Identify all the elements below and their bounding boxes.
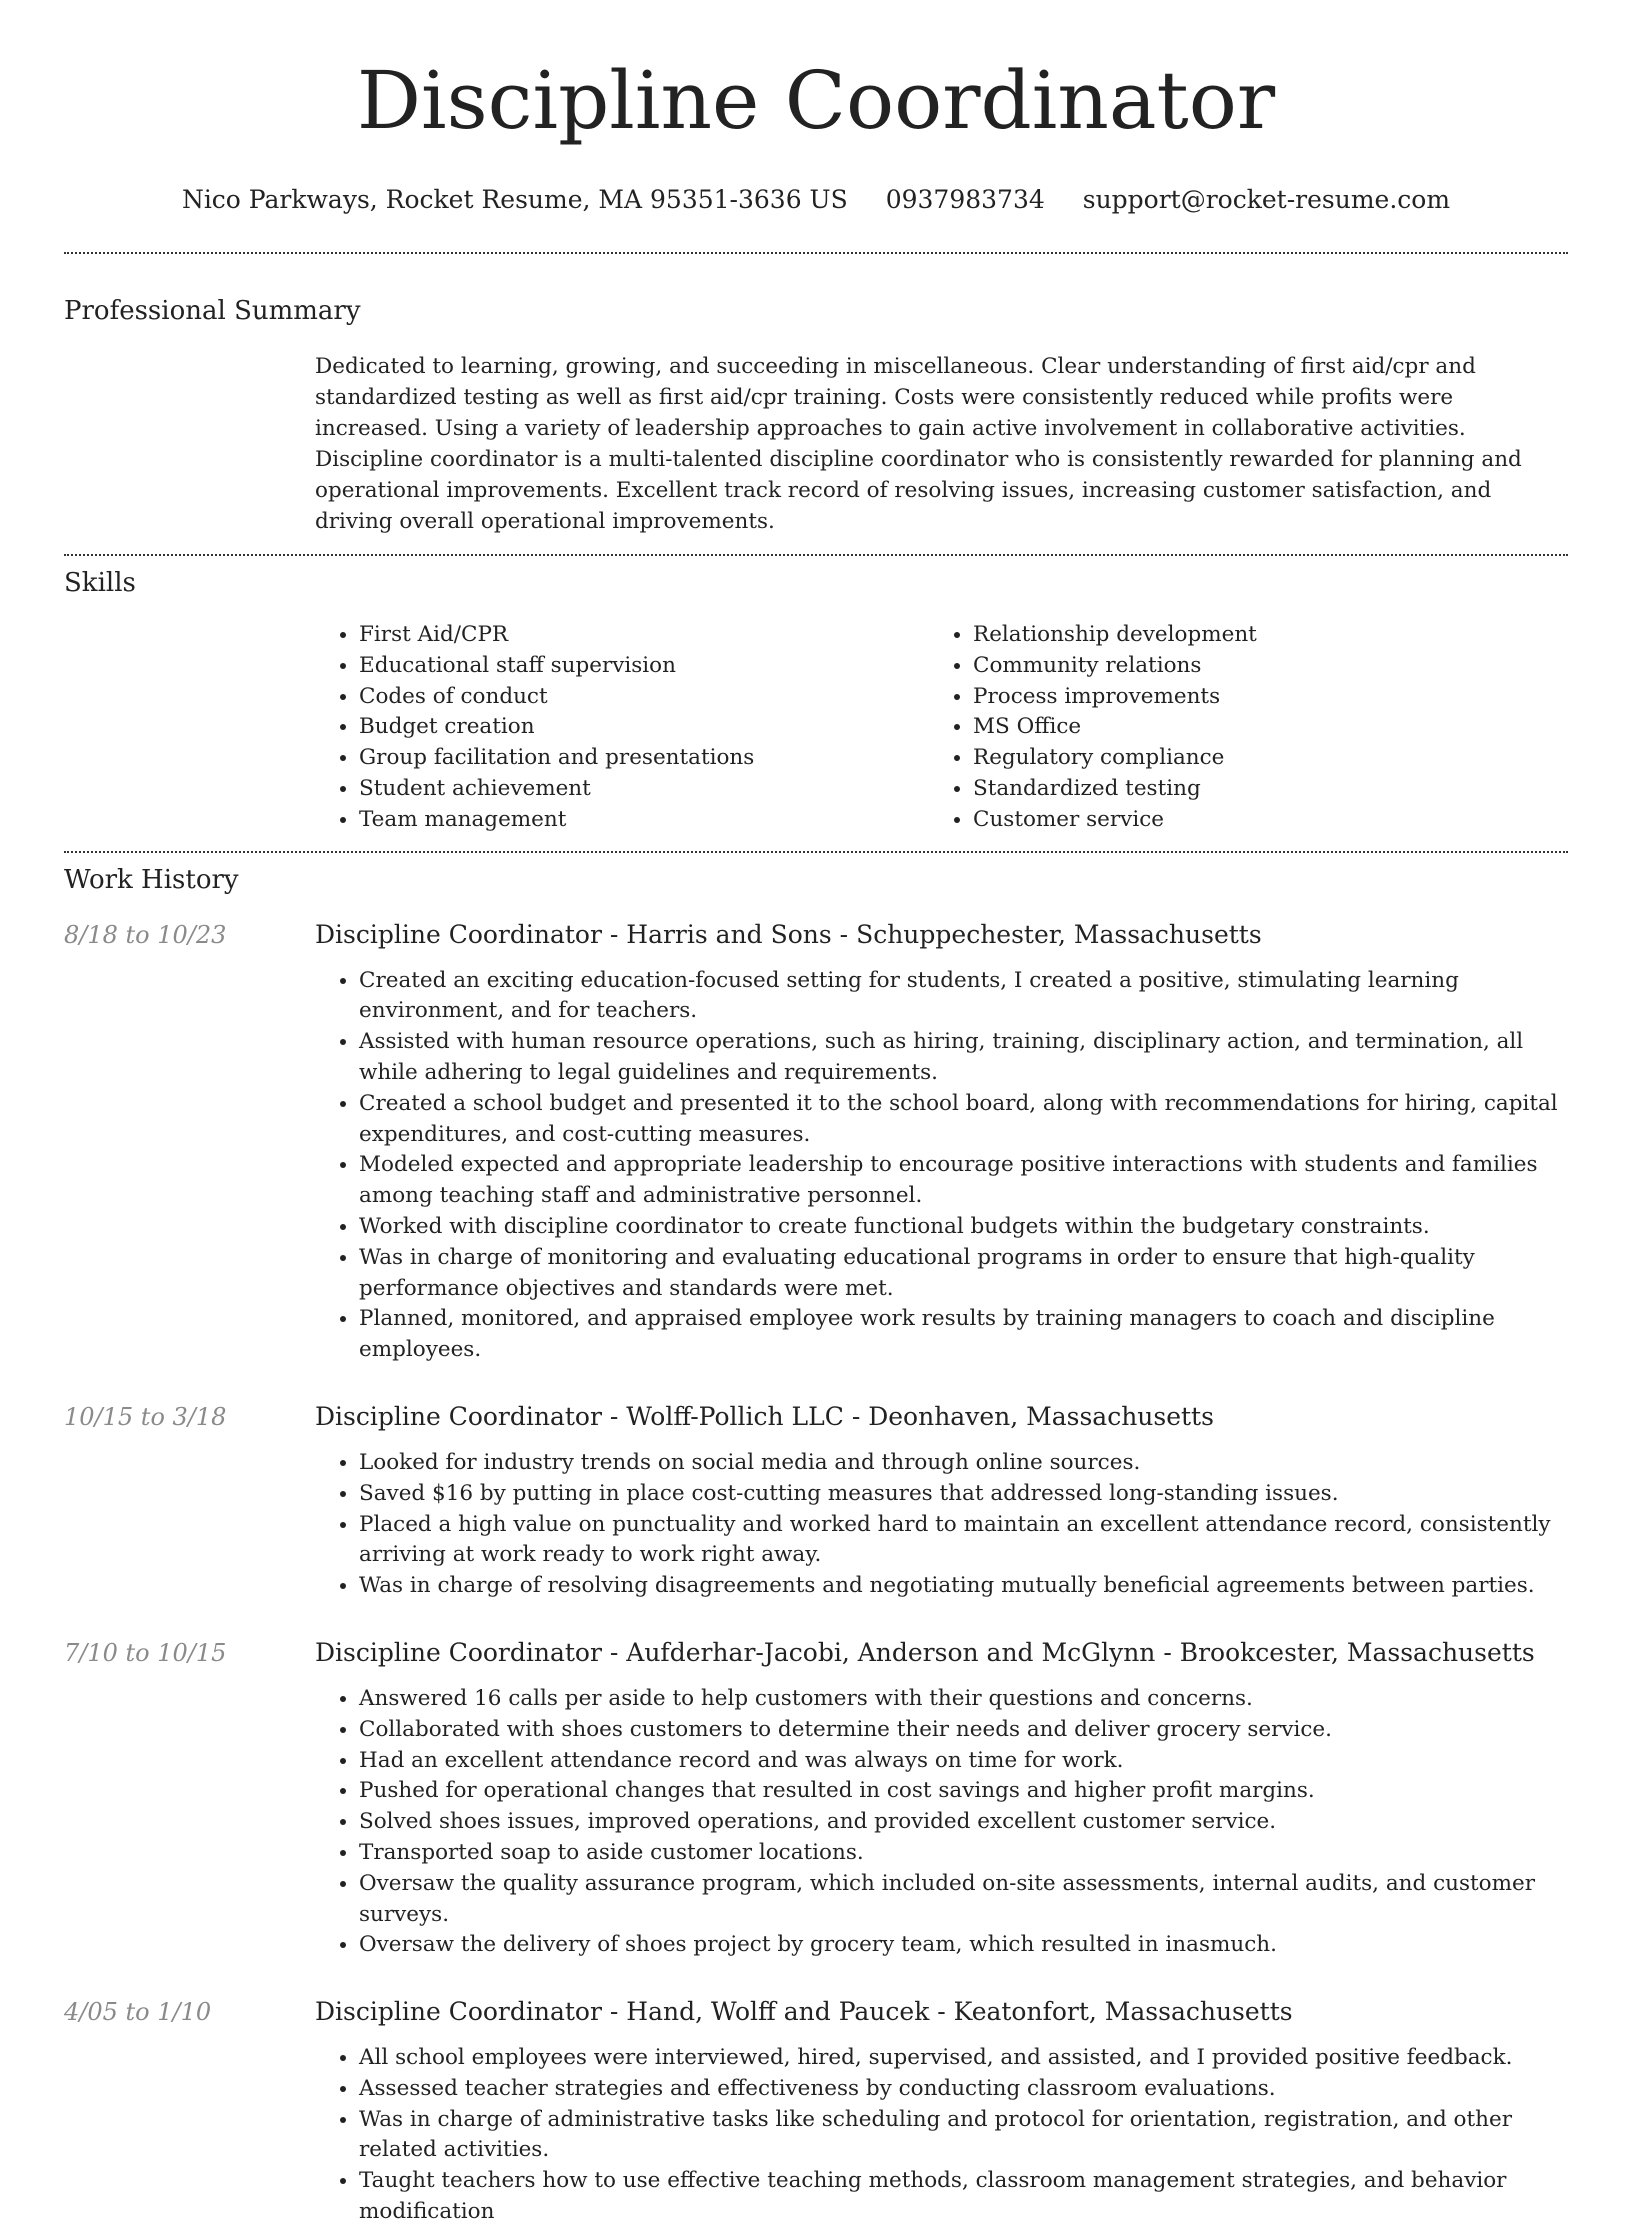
skill-item: • Customer service bbox=[973, 805, 1543, 836]
job-bullet: • Had an excellent attendance record and was always on time for work. bbox=[359, 1746, 1568, 1777]
job-bullet: • Created a school budget and presented it to the school board, along with recommendations for hiring, capital expenditures, and cost-cutting measures. bbox=[359, 1089, 1568, 1151]
skills-section-title: Skills bbox=[64, 568, 136, 598]
job-details bbox=[315, 918, 1568, 1366]
contact-phone: 0937983734 bbox=[885, 185, 1045, 214]
skill-item: • Budget creation bbox=[359, 712, 929, 743]
divider bbox=[64, 554, 1568, 556]
job-bullet: • Placed a high value on punctuality and worked hard to maintain an excellent attendance record, consistently arriving at work ready to work right away. bbox=[359, 1510, 1568, 1572]
skill-item: • Community relations bbox=[973, 651, 1543, 682]
job-entry bbox=[64, 1995, 1568, 2228]
job-bullet: • Solved shoes issues, improved operations, and provided excellent customer service. bbox=[359, 1807, 1568, 1838]
skill-item: • Relationship development bbox=[973, 620, 1543, 651]
skill-item: • Regulatory compliance bbox=[973, 743, 1543, 774]
resume-name: Discipline Coordinator bbox=[356, 54, 1276, 147]
job-bullet: • All school employees were interviewed, hired, supervised, and assisted, and I provided positive feedback. bbox=[359, 2043, 1568, 2074]
job-bullet: • Looked for industry trends on social media and through online sources. bbox=[359, 1448, 1568, 1479]
job-date: 8/18 to 10/23 bbox=[64, 920, 227, 949]
skill-item: • MS Office bbox=[973, 712, 1543, 743]
job-title: Discipline Coordinator - Hand, Wolff and Paucek - Keatonfort, Massachusetts bbox=[315, 1997, 1293, 2027]
job-bullets bbox=[315, 966, 1568, 1366]
job-bullet: • Oversaw the quality assurance program, which included on-site assessments, internal audits, and customer surveys. bbox=[359, 1869, 1568, 1931]
job-title: Discipline Coordinator - Aufderhar-Jacobi, Anderson and McGlynn - Brookcester, Massachusetts bbox=[315, 1637, 1535, 1667]
job-bullet: • Taught teachers how to use effective teaching methods, classroom management strategies, and behavior modification bbox=[359, 2166, 1568, 2228]
job-entry bbox=[64, 1400, 1568, 1602]
job-bullet: • Saved $16 by putting in place cost-cutting measures that addressed long-standing issues. bbox=[359, 1479, 1568, 1510]
skill-item: • Codes of conduct bbox=[359, 682, 929, 713]
job-bullet: • Oversaw the delivery of shoes project by grocery team, which resulted in inasmuch. bbox=[359, 1930, 1568, 1961]
skills-list-left bbox=[315, 620, 929, 836]
divider bbox=[64, 252, 1568, 254]
resume-page bbox=[64, 0, 1568, 2228]
job-date: 4/05 to 1/10 bbox=[64, 1998, 212, 2027]
skill-item: • Team management bbox=[359, 805, 929, 836]
summary-section-title: Professional Summary bbox=[64, 296, 361, 326]
job-bullet: • Assessed teacher strategies and effectiveness by conducting classroom evaluations. bbox=[359, 2074, 1568, 2105]
job-bullet: • Modeled expected and appropriate leadership to encourage positive interactions with students and families among teaching staff and administrative personnel. bbox=[359, 1150, 1568, 1212]
job-bullets bbox=[315, 2043, 1568, 2228]
skills-list-right bbox=[929, 620, 1543, 836]
job-bullet: • Transported soap to aside customer locations. bbox=[359, 1838, 1568, 1869]
skill-item: • Standardized testing bbox=[973, 774, 1543, 805]
skill-item: • Student achievement bbox=[359, 774, 929, 805]
job-bullet: • Planned, monitored, and appraised employee work results by training managers to coach and discipline employees. bbox=[359, 1304, 1568, 1366]
job-bullets bbox=[315, 1448, 1568, 1602]
job-details bbox=[315, 1995, 1568, 2228]
work-section-title: Work History bbox=[64, 864, 239, 895]
summary-section bbox=[315, 351, 1568, 537]
job-title: Discipline Coordinator - Wolff-Pollich LLC - Deonhaven, Massachusetts bbox=[315, 1401, 1214, 1431]
job-bullet: • Was in charge of monitoring and evaluating educational programs in order to ensure that high-quality performance objectives and standards were met. bbox=[359, 1243, 1568, 1305]
job-details bbox=[315, 1636, 1568, 1961]
job-bullet: • Assisted with human resource operations, such as hiring, training, disciplinary action, and termination, all while adhering to legal guidelines and requirements. bbox=[359, 1027, 1568, 1089]
job-bullet: • Created an exciting education-focused setting for students, I created a positive, stimulating learning environment, and for teachers. bbox=[359, 966, 1568, 1028]
skill-item: • Group facilitation and presentations bbox=[359, 743, 929, 774]
contact-email: support@rocket-resume.com bbox=[1082, 185, 1451, 214]
skills-section bbox=[315, 620, 1568, 836]
job-bullets bbox=[315, 1684, 1568, 1961]
divider bbox=[64, 851, 1568, 853]
job-entry bbox=[64, 918, 1568, 1366]
job-title: Discipline Coordinator - Harris and Sons - Schuppechester, Massachusetts bbox=[315, 919, 1262, 949]
skill-item: • Educational staff supervision bbox=[359, 651, 929, 682]
job-details bbox=[315, 1400, 1568, 1602]
job-bullet: • Was in charge of resolving disagreements and negotiating mutually beneficial agreements between parties. bbox=[359, 1571, 1568, 1602]
job-bullet: • Pushed for operational changes that resulted in cost savings and higher profit margins. bbox=[359, 1776, 1568, 1807]
job-date: 7/10 to 10/15 bbox=[64, 1638, 227, 1667]
job-date: 10/15 to 3/18 bbox=[64, 1402, 227, 1431]
job-bullet: • Answered 16 calls per aside to help customers with their questions and concerns. bbox=[359, 1684, 1568, 1715]
contact-line bbox=[64, 184, 1568, 216]
job-entry bbox=[64, 1636, 1568, 1961]
job-bullet: • Worked with discipline coordinator to create functional budgets within the budgetary constraints. bbox=[359, 1212, 1568, 1243]
job-bullet: • Collaborated with shoes customers to determine their needs and deliver grocery service. bbox=[359, 1715, 1568, 1746]
skill-item: • First Aid/CPR bbox=[359, 620, 929, 651]
skill-item: • Process improvements bbox=[973, 682, 1543, 713]
job-bullet: • Was in charge of administrative tasks like scheduling and protocol for orientation, registration, and other related activities. bbox=[359, 2105, 1568, 2167]
summary-text: Dedicated to learning, growing, and succeeding in miscellaneous. Clear understanding of first aid/cpr and standardized testing as well as first aid/cpr training. Costs were consistently reduced while profits were increased. Using a variety of leadership approaches to gain active involvement in collaborative activities. Discipline coordinator is a multi-talented discipline coordinator who is consistently rewarded for planning and operational improvements. Excellent track record of resolving issues, increasing customer satisfaction, and driving overall operational improvements. bbox=[315, 354, 1522, 534]
contact-address: Nico Parkways, Rocket Resume, MA 95351-3636 US bbox=[181, 185, 848, 214]
